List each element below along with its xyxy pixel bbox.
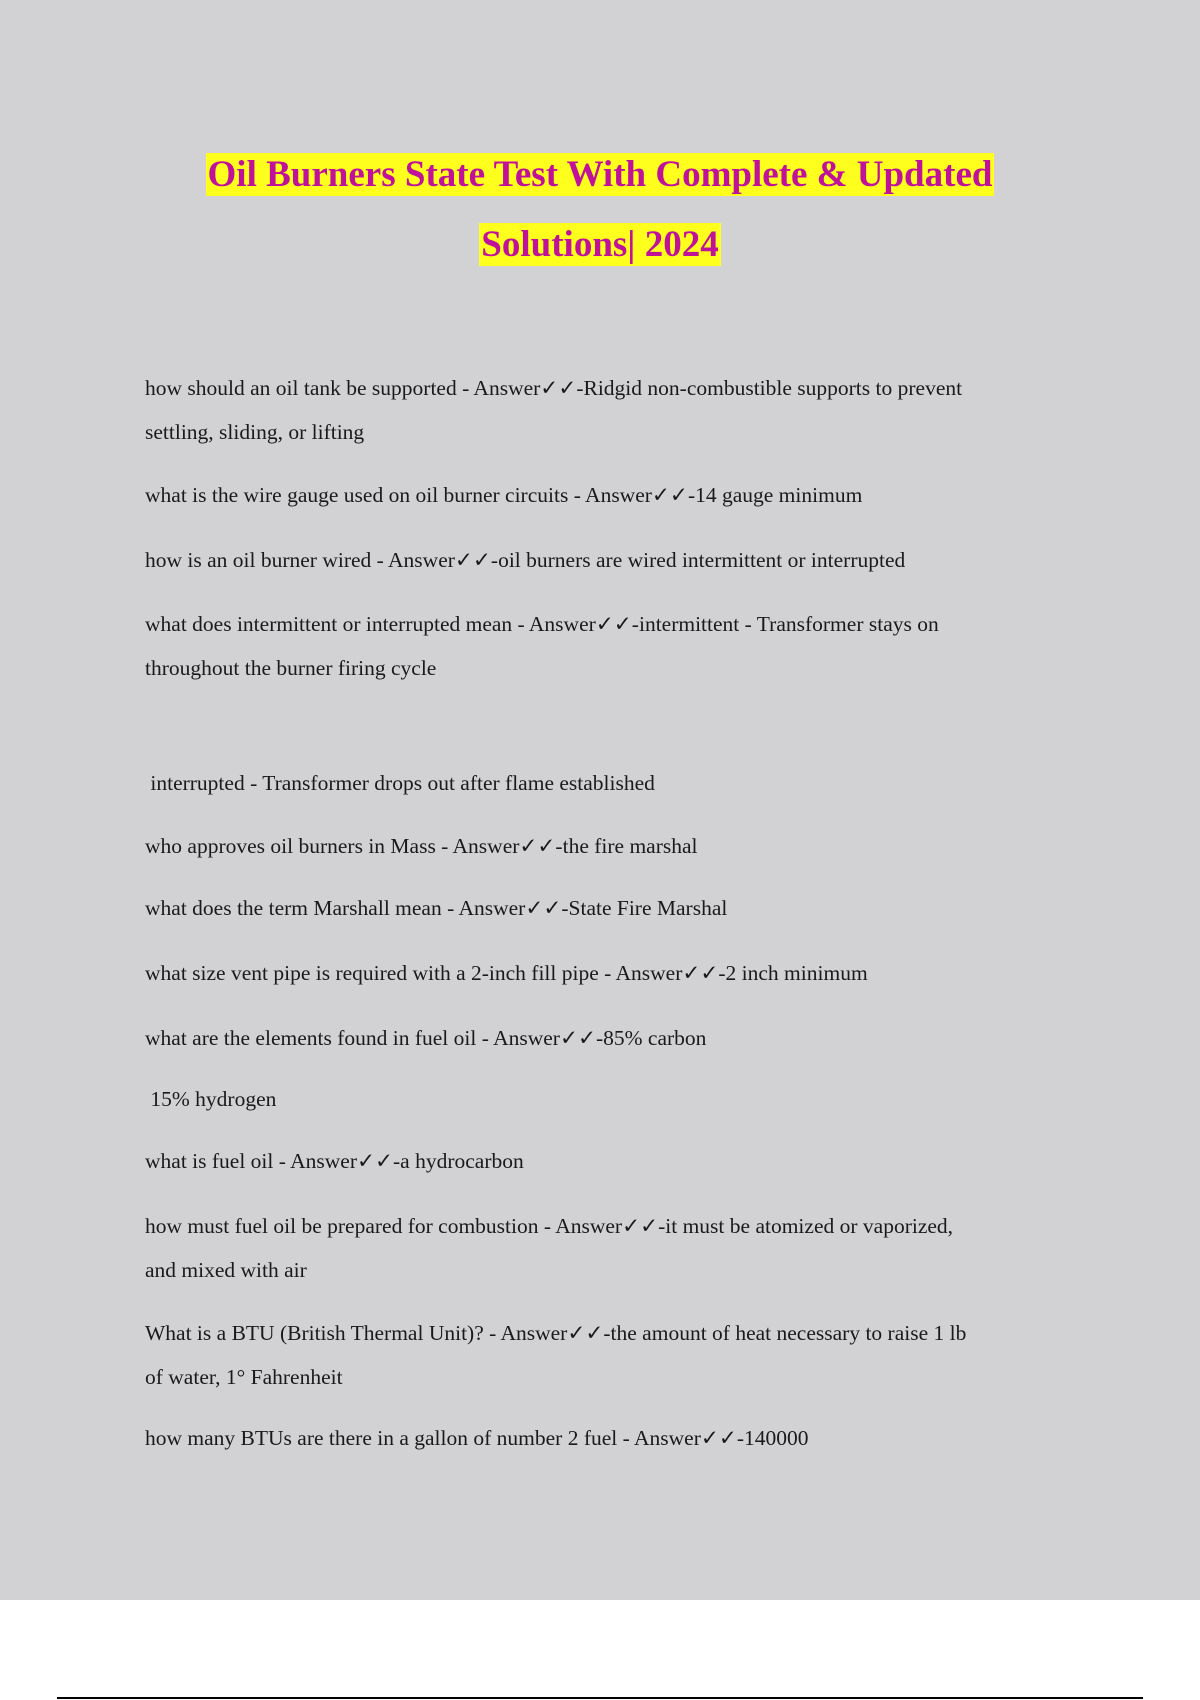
qa-line: what does intermittent or interrupted mean - Answer✓✓-intermittent - Transformer stays on — [145, 612, 939, 636]
qa-line: What is a BTU (British Thermal Unit)? - Answer✓✓-the amount of heat necessary to raise 1 lb — [145, 1321, 967, 1345]
qa-line: how many BTUs are there in a gallon of number 2 fuel - Answer✓✓-140000 — [145, 1426, 809, 1450]
title-line-1: Oil Burners State Test With Complete & Updated — [207, 154, 993, 195]
page-title — [0, 140, 1200, 280]
qa-line: what is the wire gauge used on oil burner circuits - Answer✓✓-14 gauge minimum — [145, 483, 863, 507]
qa-line: of water, 1° Fahrenheit — [145, 1365, 343, 1389]
qa-line: how should an oil tank be supported - Answer✓✓-Ridgid non-combustible supports to prevent — [145, 376, 963, 400]
page-divider — [57, 1697, 1143, 1699]
qa-line: interrupted - Transformer drops out after flame established — [145, 771, 655, 795]
qa-line: what are the elements found in fuel oil - Answer✓✓-85% carbon — [145, 1026, 707, 1050]
title-line-2: Solutions| 2024 — [481, 224, 719, 265]
qa-line: throughout the burner firing cycle — [145, 656, 437, 680]
qa-line: what does the term Marshall mean - Answer✓✓-State Fire Marshal — [145, 896, 728, 920]
qa-line: settling, sliding, or lifting — [145, 420, 365, 444]
qa-line: who approves oil burners in Mass - Answer✓✓-the fire marshal — [145, 834, 698, 858]
qa-line: what size vent pipe is required with a 2-inch fill pipe - Answer✓✓-2 inch minimum — [145, 961, 868, 985]
qa-line: 15% hydrogen — [145, 1087, 277, 1111]
qa-line: how must fuel oil be prepared for combustion - Answer✓✓-it must be atomized or vaporized, — [145, 1214, 954, 1238]
qa-line: what is fuel oil - Answer✓✓-a hydrocarbon — [145, 1149, 524, 1173]
qa-line: and mixed with air — [145, 1258, 307, 1282]
qa-line: how is an oil burner wired - Answer✓✓-oil burners are wired intermittent or interrupted — [145, 548, 906, 572]
